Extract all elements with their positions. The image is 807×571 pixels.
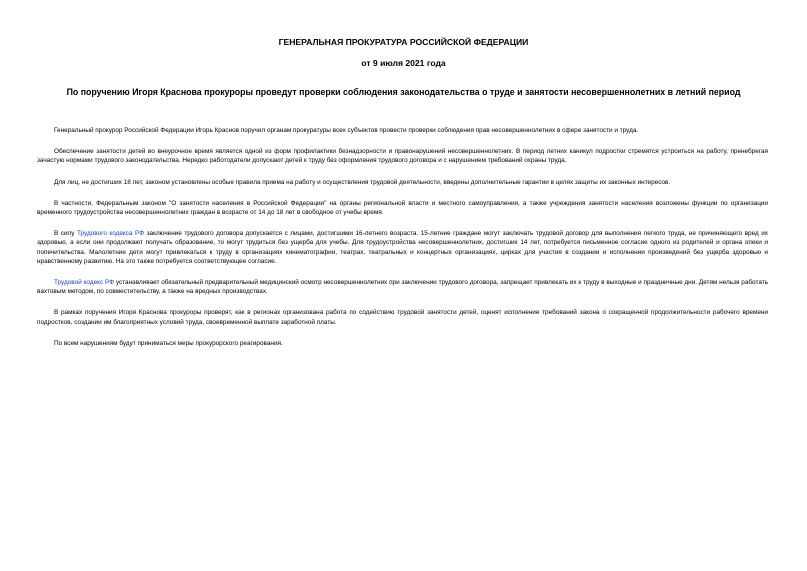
paragraph-7: В рамках поручения Игоря Краснова прокуроры проверят, как в регионах организована работа по содействию трудовой занятости детей, оценят исполнение требований закона о сокращенной продолжительности рабочего времени подростков, создании им благоприятных условий труда, своевременной выплате заработной платы. [37, 309, 768, 326]
document-title: По поручению Игоря Краснова прокуроры проведут проверки соблюдения законодательства о труде и занятости несовершеннолетних в летний период [66, 87, 741, 97]
labor-code-link[interactable]: Трудового кодекса РФ [76, 230, 145, 238]
paragraph-3: Для лиц, не достигших 18 лет, законом установлены особые правила приема на работу и осуществления трудовой деятельности, введены дополнительные гарантии в целях защиты их законных интересов. [54, 178, 671, 186]
paragraph-5 [37, 229, 768, 266]
paragraph-2: Обеспечение занятости детей во внеурочное время является одной из форм профилактики безнадзорности и правонарушений несовершеннолетних. В период летних каникул подростки стремятся устроиться на работу, пренебрегая зачастую нормами трудового законодательства. Нередко работодатели допускают детей к труду без оформления трудового договора и с нарушением требований охраны труда. [37, 148, 768, 165]
paragraph-6-text: устанавливает обязательный предварительный медицинский осмотр несовершеннолетних при заключении трудового договора, запрещает привлекать их к труду в выходные и праздничные дни. Детям нельзя работать вахтовым методом, по совместительству, а также на вредных производствах. [37, 279, 768, 296]
paragraph-6 [37, 278, 768, 296]
labor-code-link-2[interactable]: Трудовой кодекс РФ [54, 279, 115, 287]
paragraph-8: По всем нарушениям будут приниматься меры прокурорского реагирования. [54, 339, 283, 347]
document-date: от 9 июля 2021 года [361, 58, 446, 68]
paragraph-1: Генеральный прокурор Российской Федерации Игорь Краснов поручил органам прокуратуры всех субъектов провести проверки соблюдения прав несовершеннолетних в сфере занятости и труда. [54, 127, 639, 134]
organization-heading: ГЕНЕРАЛЬНАЯ ПРОКУРАТУРА РОССИЙСКОЙ ФЕДЕРАЦИИ [278, 37, 529, 47]
paragraph-5-lead: В силу [54, 230, 77, 238]
document-body [37, 126, 768, 360]
paragraph-5-text: заключение трудового договора допускается с лицами, достигшими 16-летнего возраста. 15-летние граждане могут заключать трудовой договор для выполнения легкого труда, не причиняющего вред их здоровью, а если они продолжают получать образование, то могут трудиться без ущерба для учебы. Для трудоустройства несовершеннолетних, достигших 14 лет, потребуется письменное согласие одного из родителей и органа опеки и попечительства. Малолетние дети могут привлекаться к труду в организациях кинематографии, театрах, театральных и концертных организациях, цирках для участия в создании и исполнении произведений без ущерба здоровью и нравственному развитию. На это также потребуется соответствующее согласие. [37, 230, 768, 265]
paragraph-4: В частности, Федеральным законом "О занятости населения в Российской Федерации" на органы региональной власти и местного самоуправления, а также учреждения занятости населения возложены функции по организации временного трудоустройства несовершеннолетних граждан в возрасте от 14 до 18 лет в свободное от учебы время. [37, 199, 768, 217]
